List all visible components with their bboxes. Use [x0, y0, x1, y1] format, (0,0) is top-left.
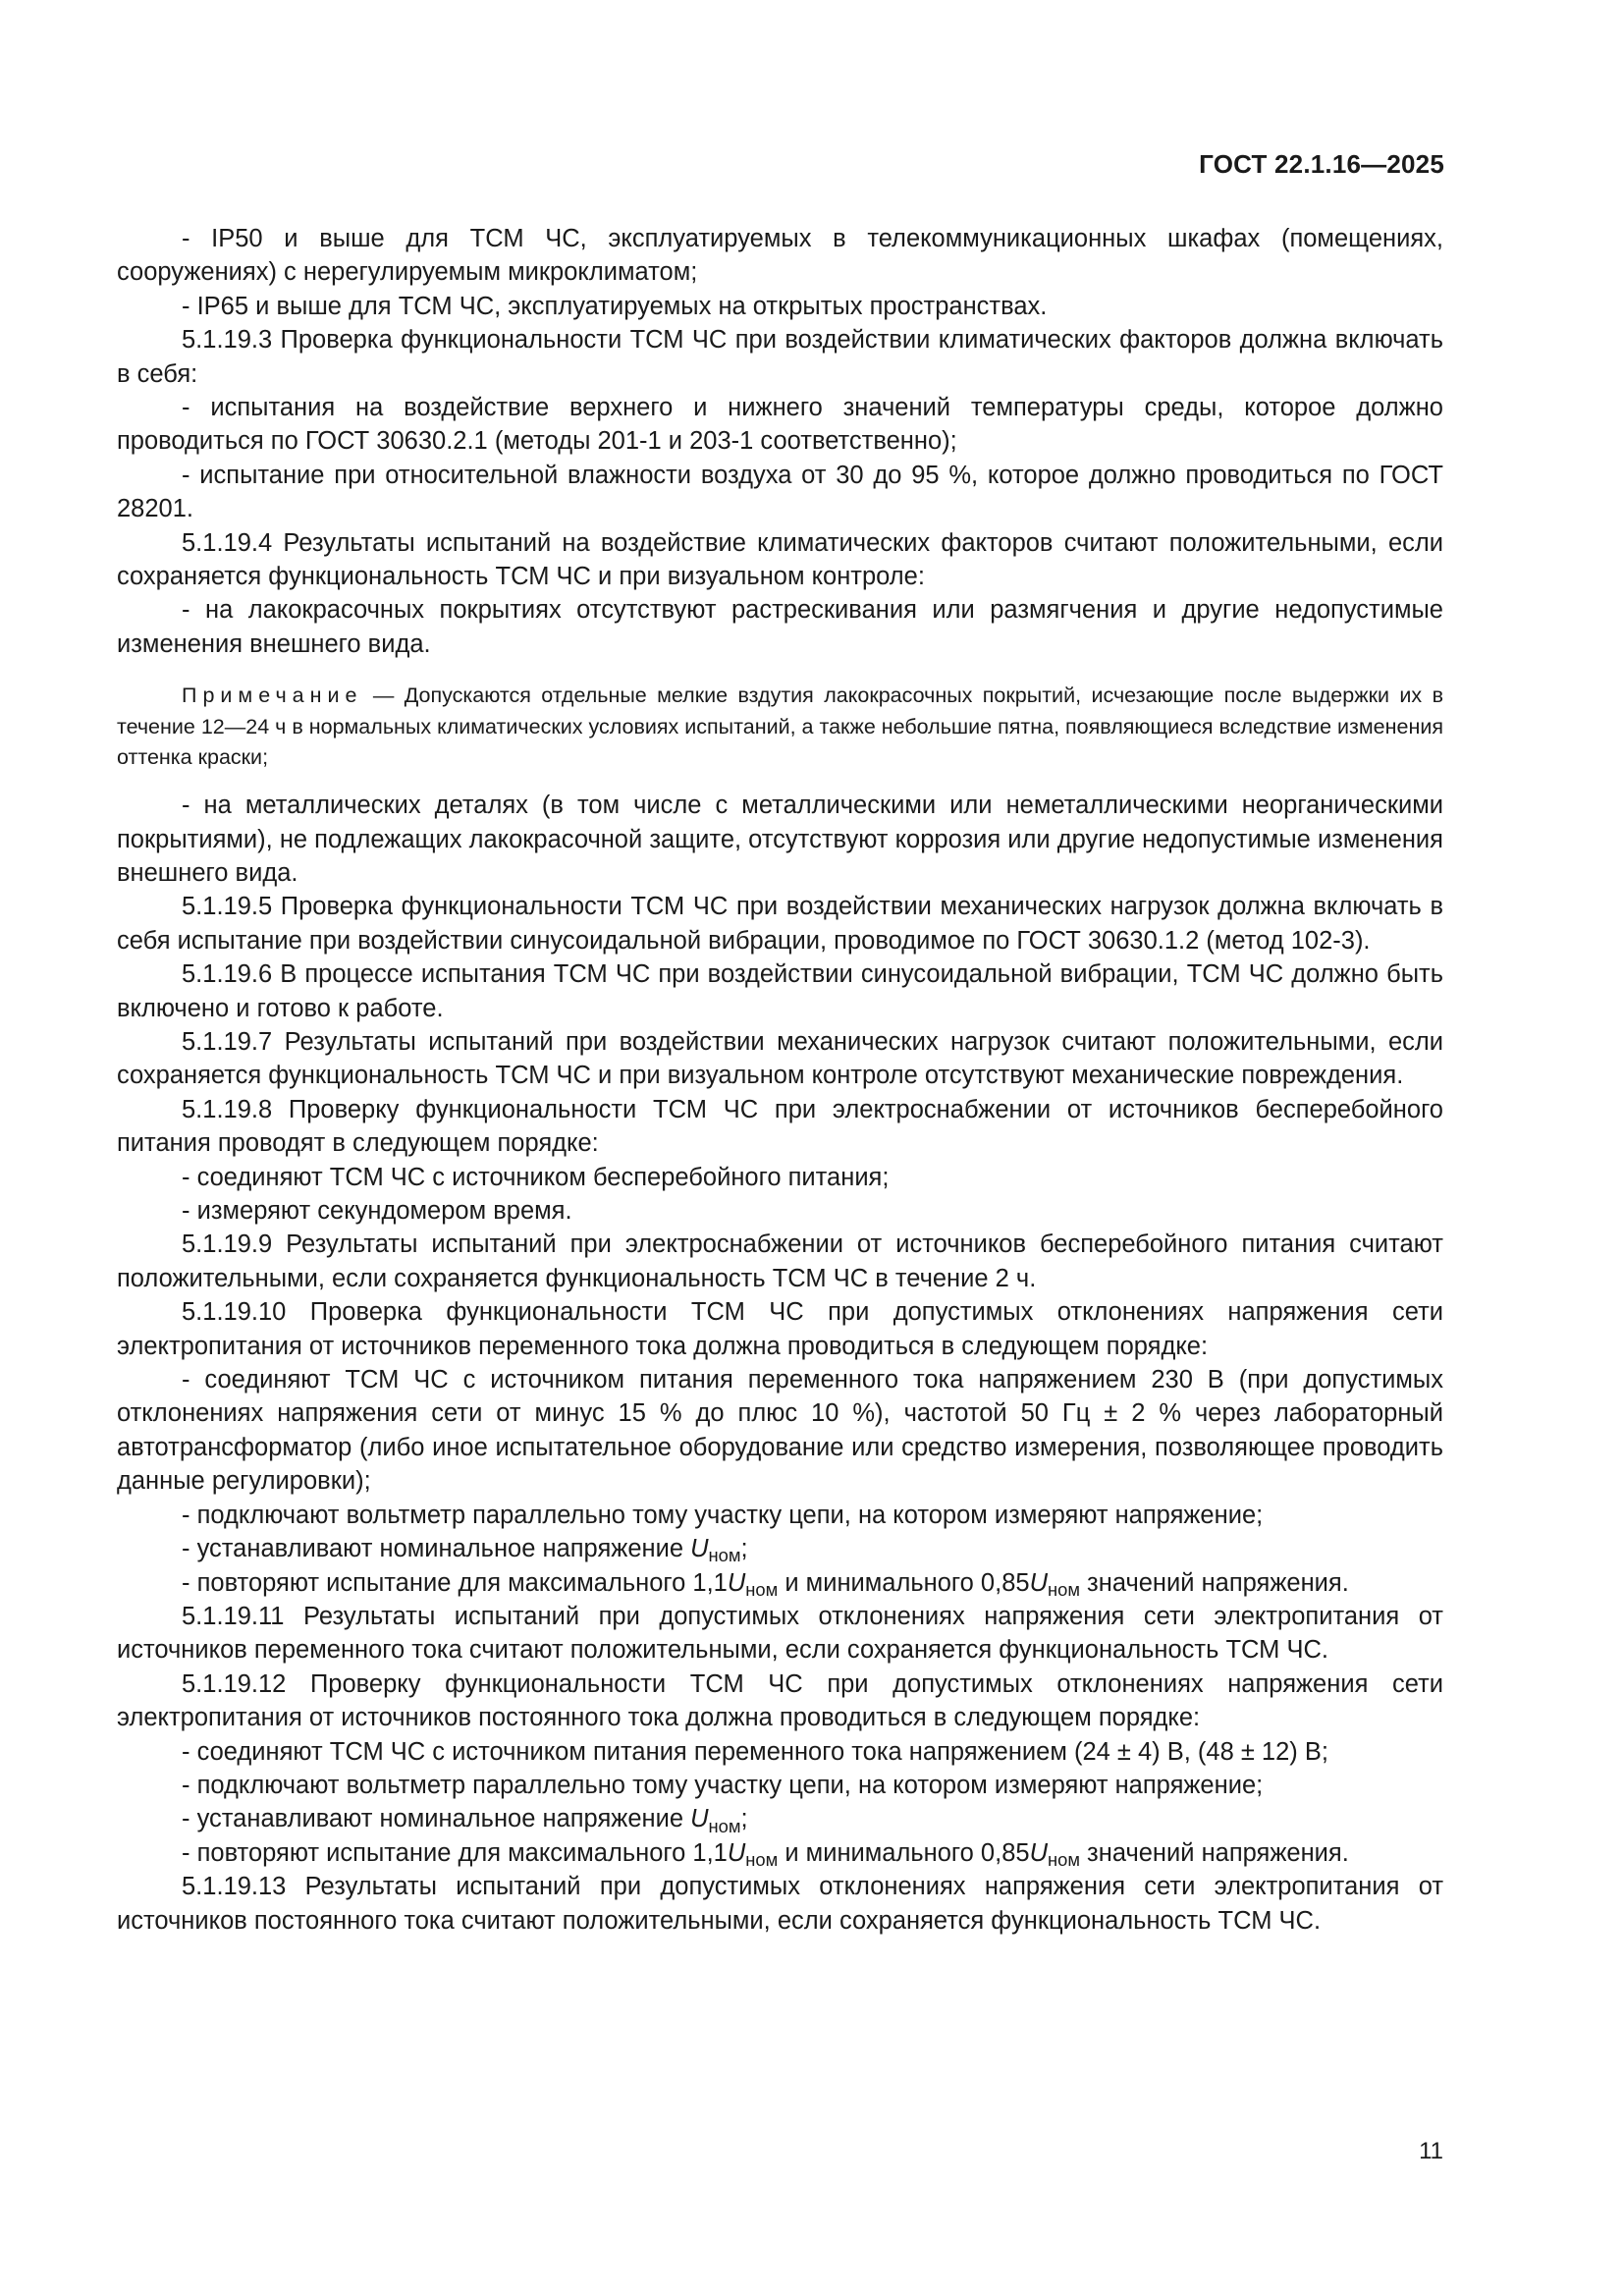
- paragraph: - соединяют ТСМ ЧС с источником питания переменного тока напряжением (24 ± 4) В, (48 ± 12) В;: [182, 1737, 1328, 1766]
- paragraph: - испытания на воздействие верхнего и нижнего значений температуры среды, которое должно проводиться по ГОСТ 30630.2.1 (методы 201-1 и 203-1 соответственно);: [117, 394, 1443, 456]
- paragraph: - на лакокрасочных покрытиях отсутствуют растрескивания или размягчения и другие недопустимые изменения внешнего вида.: [117, 596, 1443, 658]
- note-text: — Допускаются отдельные мелкие вздутия лакокрасочных покрытий, исчезающие после выдержки их в течение 12—24 ч в нормальных климатических условиях испытаний, а также небольшие пятна, появляющиеся вследствие изменения оттенка краски;: [117, 683, 1443, 769]
- paragraph-nominal-voltage: - устанавливают номинальное напряжение $U_{ном}$;: [182, 1805, 748, 1836]
- paragraph: - соединяют ТСМ ЧС с источником питания переменного тока напряжением 230 В (при допустимых отклонениях напряжения сети от минус 15 % до плюс 10 %), частотой 50 Гц ± 2 % через лабораторный автотрансформатор (либо иное испытательное оборудование или средство измерения, позволяющее проводить данные регулировки);: [117, 1366, 1443, 1496]
- paragraph: - подключают вольтметр параллельно тому участку цепи, на котором измеряют напряжение;: [182, 1501, 1264, 1529]
- paragraph: 5.1.19.10 Проверка функциональности ТСМ ЧС при допустимых отклонениях напряжения сети электропитания от источников переменного тока должна проводиться в следующем порядке:: [117, 1298, 1443, 1360]
- paragraph-repeat-test: - повторяют испытание для максимального $1,1U_{ном}$ и минимального $0,85U_{ном}$ значений напряжения.: [182, 1838, 1349, 1870]
- paragraph: - испытание при относительной влажности воздуха от 30 до 95 %, которое должно проводиться по ГОСТ 28201.: [117, 461, 1443, 523]
- paragraph: - на металлических деталях (в том числе с металлическими или неметаллическими неорганическими покрытиями), не подлежащих лакокрасочной защите, отсутствуют коррозия или другие недопустимые изменения внешнего вида.: [117, 792, 1443, 887]
- body-text: [117, 222, 1443, 1938]
- note-label: Примечание: [182, 683, 363, 708]
- paragraph: - измеряют секундомером время.: [182, 1197, 572, 1226]
- note: [117, 681, 1443, 773]
- paragraph: 5.1.19.4 Результаты испытаний на воздействие климатических факторов считают положительными, если сохраняется функциональность ТСМ ЧС и при визуальном контроле:: [117, 528, 1443, 591]
- document-id-header: ГОСТ 22.1.16—2025: [1199, 149, 1444, 179]
- paragraph: 5.1.19.8 Проверку функциональности ТСМ ЧС при электроснабжении от источников бесперебойного питания проводят в следующем порядке:: [117, 1095, 1443, 1158]
- paragraph: 5.1.19.3 Проверка функциональности ТСМ ЧС при воздействии климатических факторов должна включать в себя:: [117, 326, 1443, 388]
- paragraph: 5.1.19.9 Результаты испытаний при электроснабжении от источников бесперебойного питания считают положительными, если сохраняется функциональность ТСМ ЧС в течение 2 ч.: [117, 1230, 1443, 1292]
- page-number: 11: [1419, 2138, 1443, 2164]
- paragraph: 5.1.19.6 В процессе испытания ТСМ ЧС при воздействии синусоидальной вибрации, ТСМ ЧС должно быть включено и готово к работе.: [117, 960, 1443, 1022]
- paragraph-nominal-voltage: - устанавливают номинальное напряжение $U_{ном}$;: [182, 1535, 748, 1566]
- paragraph-repeat-test: - повторяют испытание для максимального $1,1U_{ном}$ и минимального $0,85U_{ном}$ значений напряжения.: [182, 1568, 1349, 1600]
- paragraph: - IP65 и выше для ТСМ ЧС, эксплуатируемых на открытых пространствах.: [182, 292, 1048, 320]
- paragraph: - IP50 и выше для ТСМ ЧС, эксплуатируемых в телекоммуникационных шкафах (помещениях, сооружениях) с нерегулируемым микроклиматом;: [117, 225, 1443, 287]
- paragraph: 5.1.19.13 Результаты испытаний при допустимых отклонениях напряжения сети электропитания от источников постоянного тока считают положительными, если сохраняется функциональность ТСМ ЧС.: [117, 1873, 1443, 1935]
- paragraph: 5.1.19.12 Проверку функциональности ТСМ ЧС при допустимых отклонениях напряжения сети электропитания от источников постоянного тока должна проводиться в следующем порядке:: [117, 1669, 1443, 1732]
- paragraph: 5.1.19.11 Результаты испытаний при допустимых отклонениях напряжения сети электропитания от источников переменного тока считают положительными, если сохраняется функциональность ТСМ ЧС.: [117, 1602, 1443, 1665]
- paragraph: - соединяют ТСМ ЧС с источником бесперебойного питания;: [182, 1163, 890, 1191]
- paragraph: - подключают вольтметр параллельно тому участку цепи, на котором измеряют напряжение;: [182, 1771, 1264, 1799]
- paragraph: 5.1.19.7 Результаты испытаний при воздействии механических нагрузок считают положительными, если сохраняется функциональность ТСМ ЧС и при визуальном контроле отсутствуют механические повреждения.: [117, 1028, 1443, 1090]
- paragraph: 5.1.19.5 Проверка функциональности ТСМ ЧС при воздействии механических нагрузок должна включать в себя испытание при воздействии синусоидальной вибрации, проводимое по ГОСТ 30630.1.2 (метод 102-3).: [117, 893, 1443, 955]
